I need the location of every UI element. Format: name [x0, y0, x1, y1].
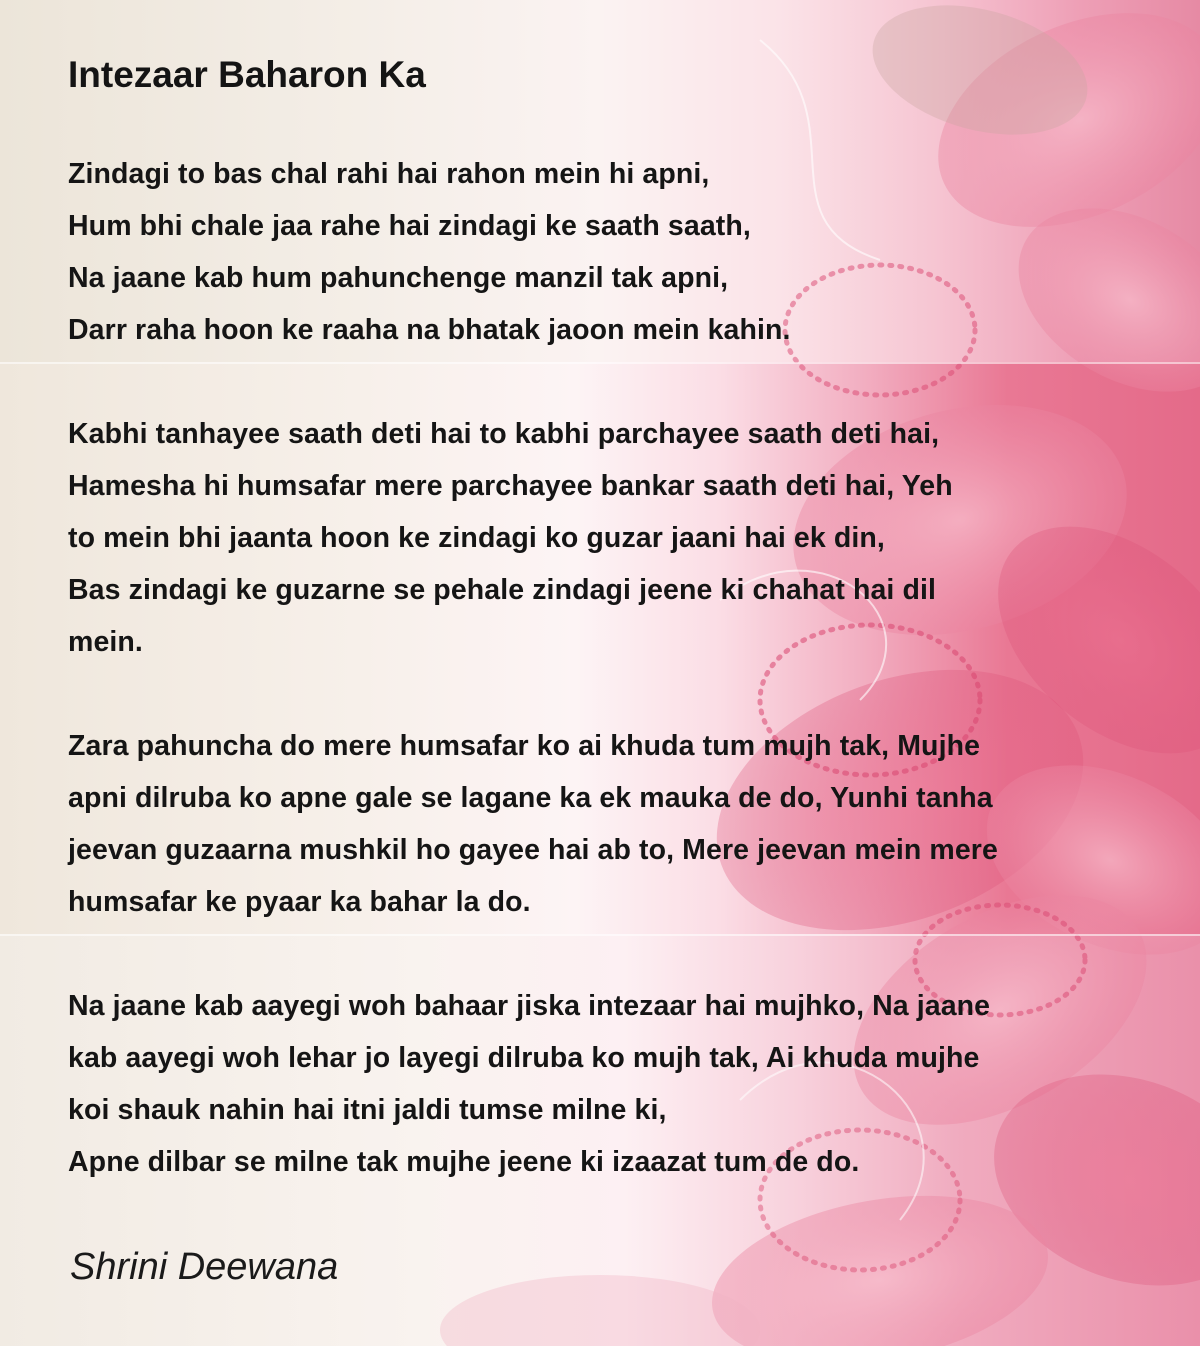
- poem-title: Intezaar Baharon Ka: [68, 54, 426, 95]
- poem-line: Hum bhi chale jaa rahe hai zindagi ke saath saath,: [68, 210, 751, 242]
- poem-line: Apne dilbar se milne tak mujhe jeene ki izaazat tum de do.: [68, 1146, 860, 1178]
- poem-line: Zindagi to bas chal rahi hai rahon mein hi apni,: [68, 158, 710, 190]
- poem-line: kab aayegi woh lehar jo layegi dilruba ko mujh tak, Ai khuda mujhe: [68, 1042, 980, 1074]
- poem-line: Na jaane kab aayegi woh bahaar jiska intezaar hai mujhko, Na jaane: [68, 990, 991, 1022]
- poem-line: Zara pahuncha do mere humsafar ko ai khuda tum mujh tak, Mujhe: [68, 730, 981, 762]
- band-divider: [0, 362, 1200, 364]
- poem-line: humsafar ke pyaar ka bahar la do.: [68, 886, 531, 918]
- poem-line: to mein bhi jaanta hoon ke zindagi ko guzar jaani hai ek din,: [68, 522, 885, 554]
- band-divider: [0, 934, 1200, 936]
- petal-shape: [440, 1275, 760, 1346]
- poem-line: Na jaane kab hum pahunchenge manzil tak apni,: [68, 262, 729, 294]
- poem-line: apni dilruba ko apne gale se lagane ka ek mauka de do, Yunhi tanha: [68, 782, 993, 814]
- poem-line: koi shauk nahin hai itni jaldi tumse milne ki,: [68, 1094, 667, 1126]
- swirl-line: [760, 40, 880, 260]
- poem-line: Kabhi tanhayee saath deti hai to kabhi parchayee saath deti hai,: [68, 418, 940, 450]
- dotted-swirl: [785, 265, 975, 395]
- poem-line: jeevan guzaarna mushkil ho gayee hai ab to, Mere jeevan mein mere: [68, 834, 998, 866]
- author-name: Shrini Deewana: [70, 1246, 339, 1288]
- poem-line: Bas zindagi ke guzarne se pehale zindagi jeene ki chahat hai dil: [68, 574, 936, 606]
- poem-line: Hamesha hi humsafar mere parchayee bankar saath deti hai, Yeh: [68, 470, 953, 502]
- poem-line: mein.: [68, 626, 143, 658]
- poem-line: Darr raha hoon ke raaha na bhatak jaoon mein kahin.: [68, 314, 791, 346]
